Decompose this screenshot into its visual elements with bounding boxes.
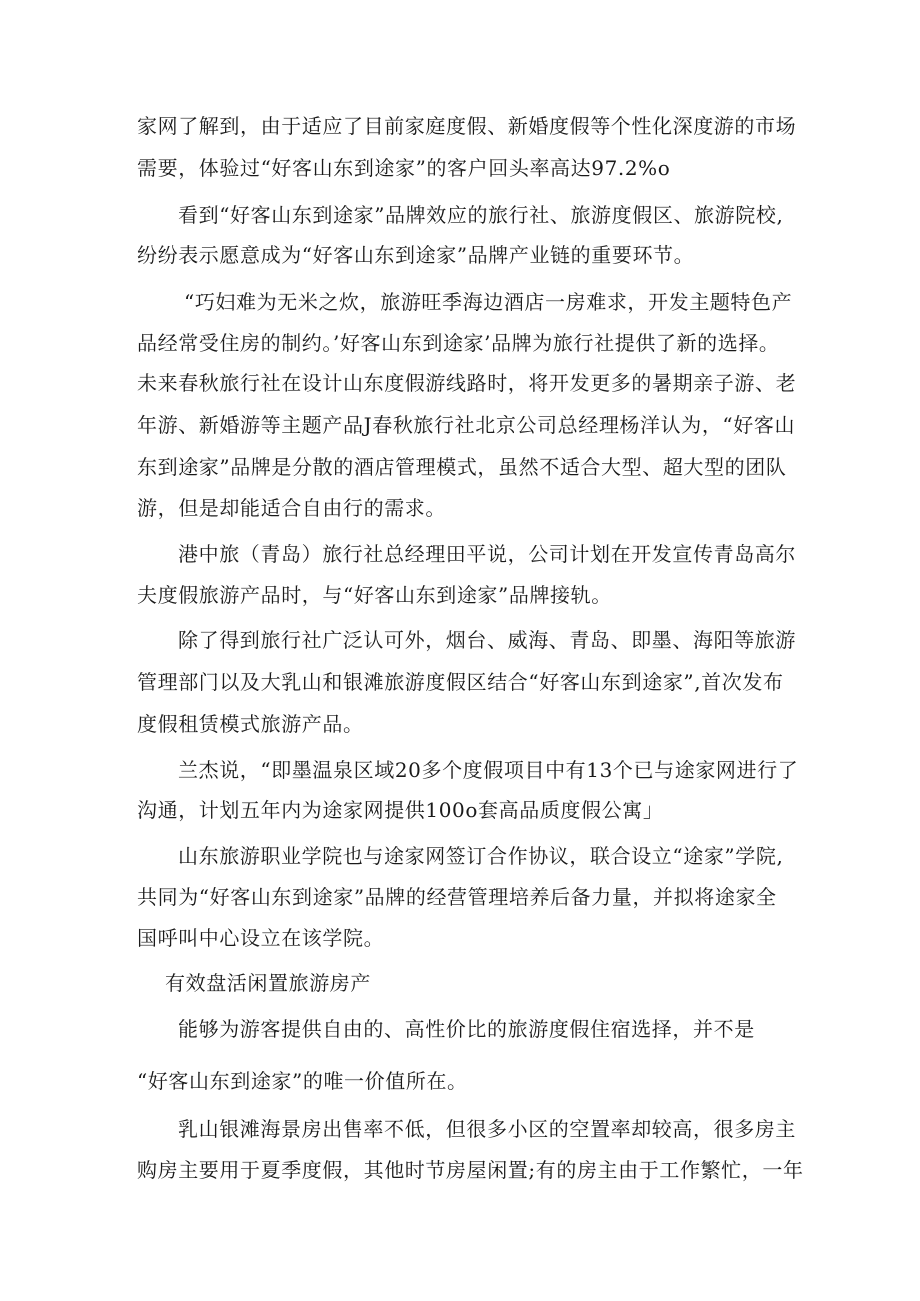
text-line: 游，但是却能适合自由行的需求。 bbox=[137, 496, 446, 520]
text-line: 购房主要用于夏季度假，其他时节房屋闲置;有的房主由于工作繁忙，一年 bbox=[137, 1158, 804, 1182]
text-line: 能够为游客提供自由的、高性价比的旅游度假住宿选择，并不是 bbox=[178, 1017, 755, 1041]
text-line: “巧妇难为无米之炊，旅游旺季海边酒店一房难求，开发主题特色产 bbox=[184, 290, 793, 314]
text-line: “好客山东到途家”的唯一价值所在。 bbox=[137, 1069, 468, 1093]
text-line: 需要，体验过“好客山东到途家”的客户回头率高达97.2%o bbox=[137, 156, 671, 180]
text-line: 纷纷表示愿意成为“好客山东到途家”品牌产业链的重要环节。 bbox=[137, 243, 695, 267]
text-line: 看到“好客山东到途家”品牌效应的旅行社、旅游度假区、旅游院校, bbox=[178, 203, 784, 227]
text-line: 管理部门以及大乳山和银滩旅游度假区结合“好客山东到途家”,首次发布 bbox=[137, 670, 784, 694]
text-line: 兰杰说，“即墨温泉区域20多个度假项目中有13个已与途家网进行了 bbox=[178, 758, 799, 782]
text-line: 港中旅（青岛）旅行社总经理田平说，公司计划在开发宣传青岛高尔 bbox=[178, 542, 796, 566]
text-line: 乳山银滩海景房出售率不低，但很多小区的空置率却较高，很多房主 bbox=[178, 1117, 796, 1141]
text-line: 年游、新婚游等主题产品J春秋旅行社北京公司总经理杨洋认为，“好客山 bbox=[137, 413, 796, 437]
text-line: 夫度假旅游产品时，与“好客山东到途家”品牌接轨。 bbox=[137, 583, 612, 607]
text-line: 沟通，计划五年内为途家网提供100o套高品质度假公寓」 bbox=[137, 798, 664, 822]
text-line: 家网了解到，由于适应了目前家庭度假、新婚度假等个性化深度游的市场 bbox=[137, 114, 797, 138]
text-line: 品经常受住房的制约。’好客山东到途家’品牌为旅行社提供了新的选择。 bbox=[137, 331, 780, 355]
text-line: 除了得到旅行社广泛认可外，烟台、威海、青岛、即墨、海阳等旅游 bbox=[178, 628, 796, 652]
text-line: 度假租赁模式旅游产品。 bbox=[137, 712, 364, 736]
text-line: 未来春秋旅行社在设计山东度假游线路时，将开发更多的暑期亲子游、老 bbox=[137, 371, 797, 395]
text-line: 山东旅游职业学院也与途家网签订合作协议，联合设立“途家”学院, bbox=[178, 844, 784, 868]
text-line: 共同为“好客山东到途家”品牌的经营管理培养后备力量，并拟将途家全 bbox=[137, 885, 777, 909]
text-line: 东到途家”品牌是分散的酒店管理模式，虽然不适合大型、超大型的团队 bbox=[137, 455, 787, 479]
text-line: 国呼叫中心设立在该学院。 bbox=[137, 926, 385, 950]
text-line: 有效盘活闲置旅游房产 bbox=[165, 971, 371, 995]
